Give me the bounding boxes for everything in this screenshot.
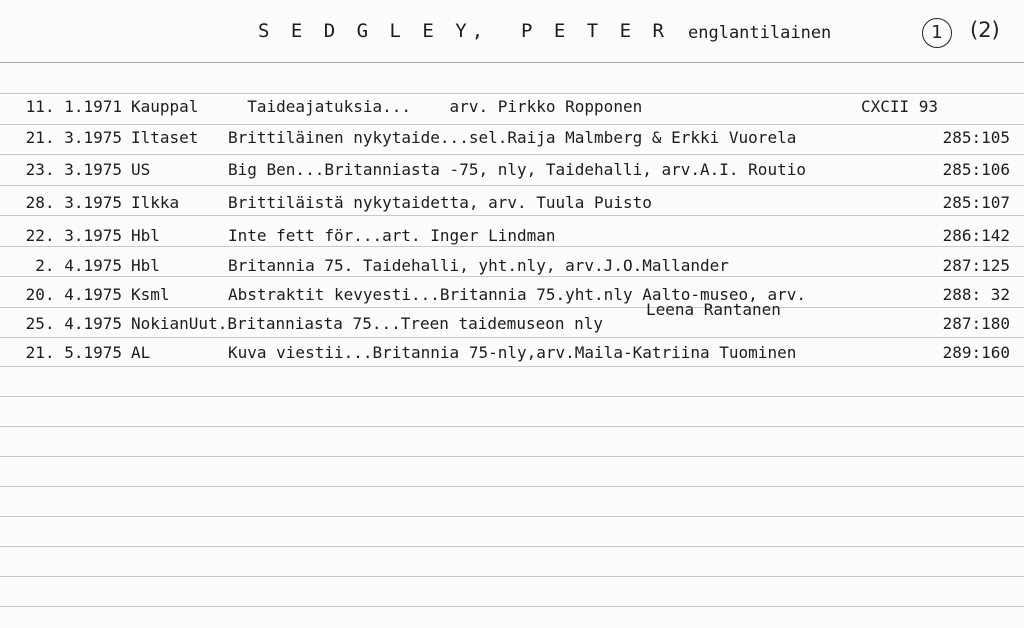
rule-line — [0, 456, 1024, 457]
entry-title: Inte fett för...art. Inger Lindman — [228, 226, 556, 245]
rule-line — [0, 486, 1024, 487]
entry-title: Abstraktit kevyesti...Britannia 75.yht.nly Aalto-museo, arv. — [228, 285, 806, 304]
entry-row — [0, 256, 1024, 280]
entry-source: NokianUut.Britanniasta 75...Treen taidemuseon nly — [131, 314, 604, 333]
entry-row — [0, 160, 1024, 184]
entry-title: Big Ben...Britanniasta -75, nly, Taidehalli, arv.A.I. Routio — [228, 160, 806, 179]
entry-source: Hbl — [131, 256, 160, 275]
entry-continuation: Leena Rantanen — [646, 300, 781, 319]
rule-line — [0, 516, 1024, 517]
entry-row — [0, 128, 1024, 152]
entry-date: 21. 3.1975 — [25, 128, 122, 147]
entry-source: US — [131, 160, 151, 179]
entry-date: 21. 5.1975 — [25, 343, 122, 362]
rule-line — [0, 576, 1024, 577]
entry-reference: 289:160 — [942, 343, 1010, 362]
entry-row — [0, 97, 1024, 121]
entry-title: Britannia 75. Taidehalli, yht.nly, arv.J.O.Mallander — [228, 256, 729, 275]
entry-reference: 287:180 — [942, 314, 1010, 333]
entry-reference: CXCII 93 — [860, 97, 938, 116]
rule-line — [0, 154, 1024, 155]
entry-row — [0, 285, 1024, 309]
entry-title: Taideajatuksia... arv. Pirkko Ropponen — [228, 97, 643, 116]
entry-date: 25. 4.1975 — [25, 314, 122, 333]
entry-reference: 286:142 — [942, 226, 1010, 245]
entry-source: Iltaset — [131, 128, 199, 147]
entry-source: Ksml — [131, 285, 170, 304]
rule-line — [0, 606, 1024, 607]
rule-line — [0, 546, 1024, 547]
artist-nationality: englantilainen — [688, 23, 832, 43]
entry-title: Brittiläinen nykytaide...sel.Raija Malmberg & Erkki Vuorela — [228, 128, 797, 147]
entry-reference: 285:106 — [942, 160, 1010, 179]
card-count: (2) — [970, 18, 1000, 42]
rule-line — [0, 426, 1024, 427]
artist-name: S E D G L E Y, P E T E R — [258, 20, 669, 42]
rule-line — [0, 93, 1024, 94]
entry-source: AL — [131, 343, 151, 362]
rule-line — [0, 124, 1024, 125]
card-number: 1 — [922, 18, 952, 48]
entry-date: 22. 3.1975 — [25, 226, 122, 245]
entry-reference: 285:105 — [942, 128, 1010, 147]
entry-reference: 285:107 — [942, 193, 1010, 212]
entry-reference: 288: 32 — [942, 285, 1010, 304]
entry-row — [0, 343, 1024, 367]
entry-date: 23. 3.1975 — [25, 160, 122, 179]
rule-line — [0, 396, 1024, 397]
entry-row — [0, 314, 1024, 338]
entry-date: 2. 4.1975 — [35, 256, 122, 275]
entry-title: Brittiläistä nykytaidetta, arv. Tuula Puisto — [228, 193, 652, 212]
entry-row — [0, 193, 1024, 217]
entry-date: 11. 1.1971 — [25, 97, 122, 116]
rule-line — [0, 62, 1024, 63]
rule-line — [0, 185, 1024, 186]
entry-source: Ilkka — [131, 193, 180, 212]
entry-title: Kuva viestii...Britannia 75-nly,arv.Maila-Katriina Tuominen — [228, 343, 797, 362]
entry-row — [0, 226, 1024, 250]
entry-date: 28. 3.1975 — [25, 193, 122, 212]
entry-source: Hbl — [131, 226, 160, 245]
entry-date: 20. 4.1975 — [25, 285, 122, 304]
entry-reference: 287:125 — [942, 256, 1010, 275]
entry-source: Kauppal — [131, 97, 199, 116]
